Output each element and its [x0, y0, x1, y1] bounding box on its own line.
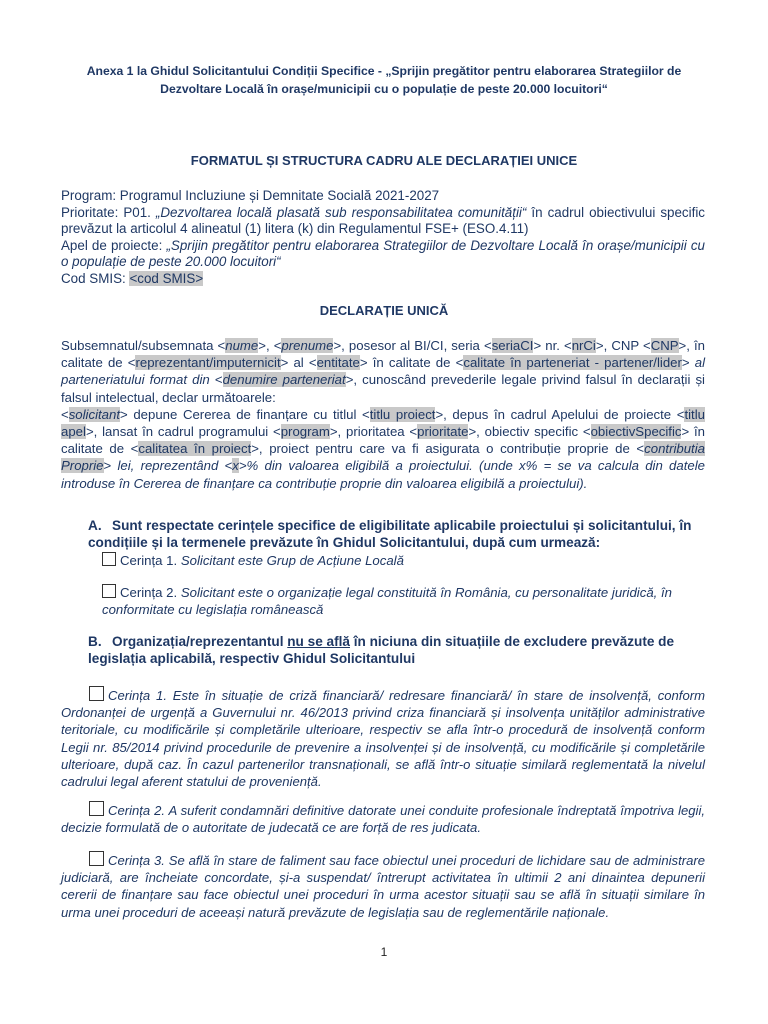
section-b-requirement-1: Cerința 1. Este în situație de criză financiară/ redresare financiară/ în stare de insolvență, conform Ordonanței de urgență a Guvernului nr. 46/2013 privind criza financiară și insolvența unităților administrative teritoriale, cu modificările și completările ulterioare, respectiv se afla într-o procedură de insolvență conform Legii nr. 85/2014 privind procedurile de prevenire a insolvenței și de insolvență, cu modificările și completările ulterioare, după caz. În cazul partenerilor transnaționali, se află într-o situație similară reglementată la nivelul cadrului legal aferent statului de proveniență.: [61, 688, 705, 790]
field-prioritate[interactable]: prioritate: [417, 424, 469, 440]
section-a-heading: A. Sunt respectate cerințele specifice de eligibilitate aplicabile proiectului și solicitantului, în condițiile și la termenele prevăzute în Ghidul Solicitantului, după cum urmează:: [88, 518, 692, 550]
page-number: 1: [380, 945, 388, 959]
field-seria[interactable]: seriaCI: [491, 338, 534, 353]
program-line: Program: Programul Incluziune și Demnitate Socială 2021-2027: [61, 188, 440, 203]
checkbox[interactable]: [102, 552, 116, 566]
field-x[interactable]: x: [232, 458, 239, 474]
document-title: FORMATUL ȘI STRUCTURA CADRU ALE DECLARAȚIEI UNICE: [190, 153, 578, 168]
field-nume[interactable]: nume: [225, 338, 259, 353]
call-line: Apel de proiecte: „Sprijin pregătitor pentru elaborarea Strategiilor de Dezvoltare Locală în orașe/municipii cu o populație de peste 20.000 locuitori“: [61, 237, 705, 270]
priority-line: Prioritate: P01. „Dezvoltarea locală plasată sub responsabilitatea comunității“ în cadrul obiectivului specific prevăzut la articolul 4 alineatul (1) litera (k) din Regulamentul FSE+ (ESO.4.11): [61, 204, 705, 237]
field-entitate[interactable]: entitate: [316, 355, 360, 371]
checkbox[interactable]: [89, 686, 104, 701]
field-denumire-parteneriat[interactable]: denumire parteneriat: [222, 372, 346, 388]
section-b-heading: B. Organizația/reprezentantul nu se află în niciuna din situațiile de excludere prevăzute de legislația aplicabilă, respectiv Ghidul Solicitantului: [88, 634, 675, 666]
declaration-title: DECLARAȚIE UNICĂ: [319, 303, 449, 318]
checkbox[interactable]: [89, 801, 104, 816]
field-nr[interactable]: nrCi: [571, 338, 596, 353]
smis-line: Cod SMIS: <cod SMIS>: [61, 270, 204, 286]
declaration-paragraph: Subsemnatul/subsemnata <nume>, <prenume>, posesor al BI/CI, seria <seriaCI> nr. <nrCi>, CNP <CNP>, în calitate de <reprezentant/imputernicit> al <entitate> în calitate de <calitate în parteneriat - partener/lider> al parteneriatului format din <denumire parteneriat>, cunoscând prevederile legale privind falsul în declarații și falsul intelectual, declar următoarele:: [61, 338, 706, 405]
declaration-body: [61, 337, 705, 492]
checkbox[interactable]: [102, 584, 116, 598]
section-b-requirement-3: Cerința 3. Se află în stare de faliment sau face obiectul unei proceduri de lichidare sau de administrare judiciară, are încheiate concordate, și-a suspendat/ întrerupt activitatea în ultimii 2 ani dinaintea depunerii cererii de finanțare sau face obiectul unei proceduri în urma acestor situații sau se află în situații similare în urma unei proceduri de aceeași natură prevăzute de legislația sau de reglementările naționale.: [61, 853, 705, 920]
field-prenume[interactable]: prenume: [281, 338, 334, 353]
checkbox[interactable]: [89, 851, 104, 866]
annex-line-2: Dezvoltare Locală în orașe/municipii cu o populație de peste 20.000 locuitori“: [160, 82, 608, 96]
field-calitatea-proiect[interactable]: calitatea în proiect: [138, 441, 252, 457]
annex-header: [60, 62, 708, 98]
declaration-paragraph-2: <solicitant> depune Cererea de finanțare cu titlul <titlu proiect>, depus în cadrul Apelului de proiecte <titlu apel>, lansat în cadrul programului <program>, prioritatea <prioritate>, obiectiv specific <obiectivSpecific> în calitate de <calitatea în proiect>, proiect pentru care va fi asigurata o contribuție proprie de <contributia Proprie> lei, reprezentând <x>% din valoarea eligibilă a proiectului. (unde x% = se va calcula din datele introduse în Cererea de finanțare ca contribuție proprie din valoarea eligibilă a proiectului).: [61, 406, 705, 491]
field-program[interactable]: program: [280, 424, 330, 440]
field-reprezentant[interactable]: reprezentant/imputernicit: [135, 355, 281, 371]
smis-field[interactable]: <cod SMIS>: [129, 270, 204, 286]
field-titlu-proiect[interactable]: titlu proiect: [369, 406, 436, 422]
section-a-requirement-1: Cerința 1. Solicitant este Grup de Acțiune Locală: [102, 552, 706, 569]
field-obiectiv-specific[interactable]: obiectivSpecific: [590, 424, 682, 440]
section-a-requirement-2: Cerința 2. Solicitant este o organizație legal constituită în România, cu personalitate juridică, în conformitate cu legislația românească: [102, 585, 672, 617]
field-calitate-parteneriat[interactable]: calitate în parteneriat - partener/lider: [463, 355, 682, 371]
field-cnp[interactable]: CNP: [650, 338, 679, 353]
field-titlu-apel[interactable]: titlu apel: [61, 406, 705, 440]
section-b-requirement-2: Cerința 2. A suferit condamnări definitive datorate unei conduite profesionale îndreptată împotriva legii, decizie formulată de o autoritate de judecată ce are forță de res judicata.: [61, 803, 705, 836]
program-info: [61, 188, 705, 288]
field-solicitant[interactable]: solicitant: [68, 406, 121, 422]
field-contributia-proprie[interactable]: contributia Proprie: [61, 441, 705, 474]
annex-line-1: Anexa 1 la Ghidul Solicitantului Condiții Specifice - „Sprijin pregătitor pentru elaborarea Strategiilor de: [86, 64, 682, 78]
